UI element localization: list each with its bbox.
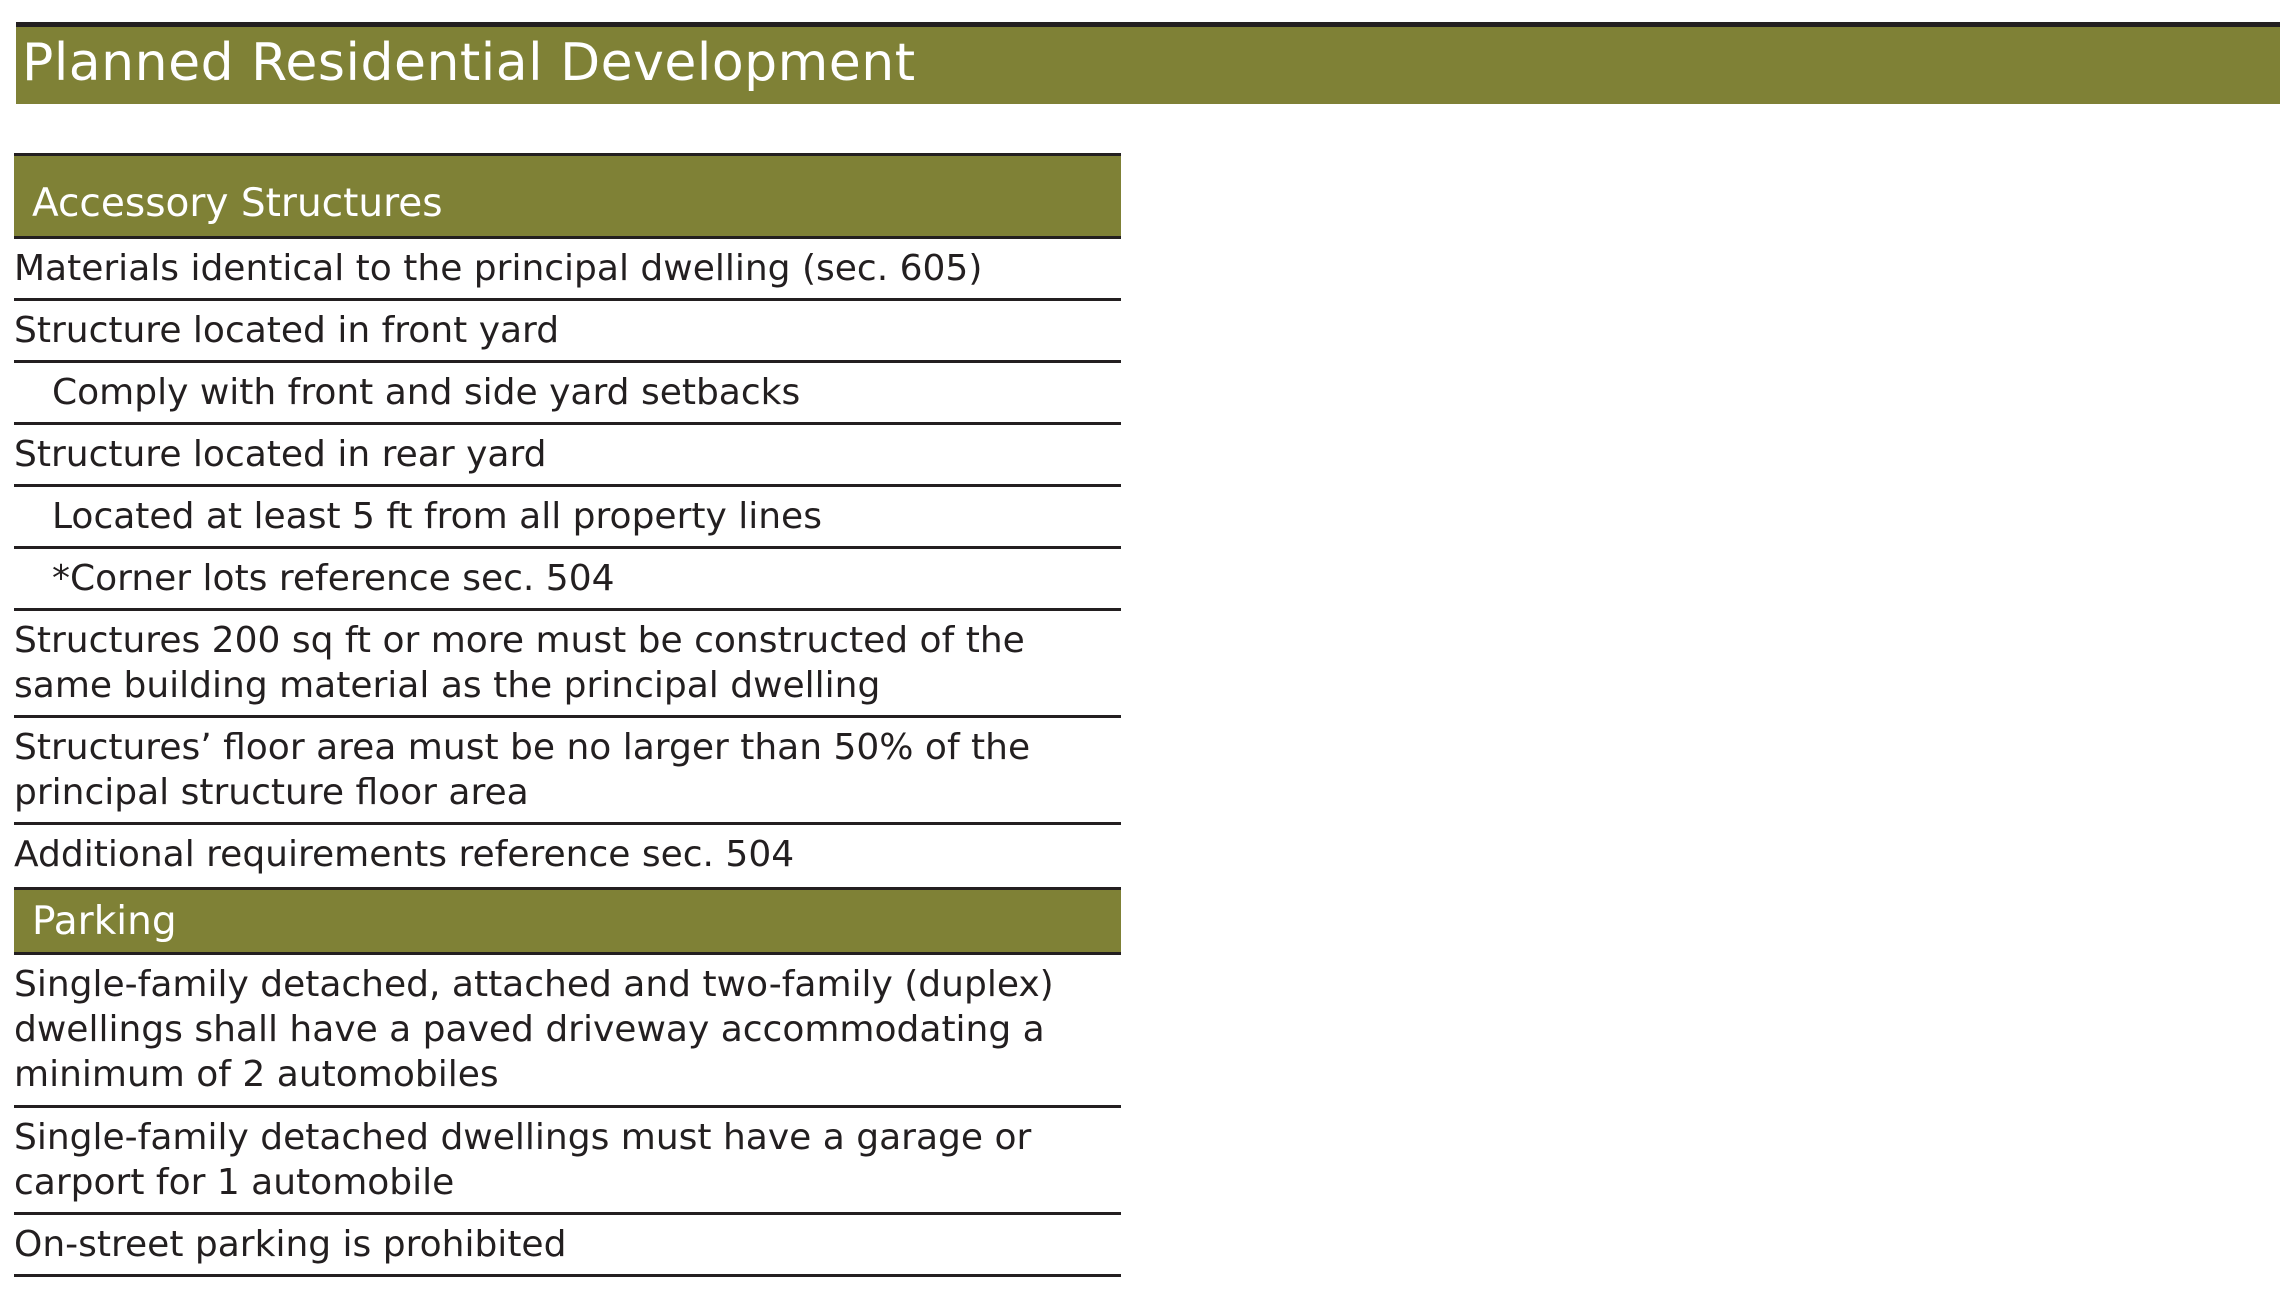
table-row: *Corner lots reference sec. 504 [14,549,1121,611]
table-row: Materials identical to the principal dwelling (sec. 605) [14,239,1121,301]
requirements-table [14,153,1121,1277]
table-row: On-street parking is prohibited [14,1215,1121,1277]
title-bar [16,27,2280,104]
section-header-accessory-structures: Accessory Structures [14,153,1121,239]
table-row: Additional requirements reference sec. 504 [14,834,795,875]
table-row: Located at least 5 ft from all property lines [14,487,1121,549]
page-title: Planned Residential Development [22,33,916,93]
table-row: Comply with front and side yard setbacks [14,363,1121,425]
table-row: Single-family detached, attached and two-family (duplex) dwellings shall have a paved driveway accommodating a minimum of 2 automobiles [14,955,1121,1108]
table-row: Structure located in front yard [14,301,1121,363]
table-row: Single-family detached dwellings must have a garage or carport for 1 automobile [14,1108,1121,1215]
section-header-parking: Parking [14,887,1121,955]
table-row: Structure located in rear yard [14,425,1121,487]
table-row: Structures 200 sq ft or more must be constructed of the same building material as the principal dwelling [14,611,1121,718]
table-row: Structures’ floor area must be no larger than 50% of the principal structure floor area [14,718,1121,825]
